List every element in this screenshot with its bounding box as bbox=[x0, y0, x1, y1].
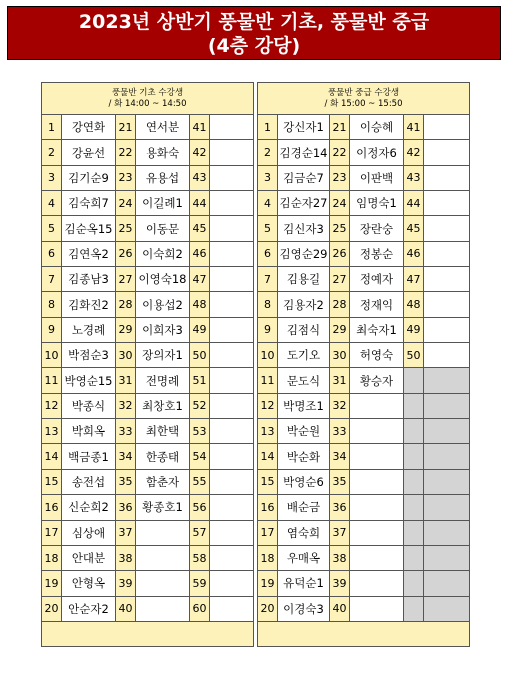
basic-row-number: 41 bbox=[190, 115, 210, 140]
basic-class-header-title: 풍물반 기초 수강생 bbox=[111, 87, 184, 98]
intermediate-table-row bbox=[258, 571, 470, 596]
basic-student-name: 이용섭2 bbox=[136, 292, 190, 317]
basic-empty-cell bbox=[210, 343, 254, 368]
basic-row-number: 46 bbox=[190, 241, 210, 266]
basic-row-number: 15 bbox=[42, 469, 62, 494]
intermediate-row-number bbox=[404, 419, 424, 444]
intermediate-empty-cell bbox=[424, 545, 470, 570]
intermediate-student-name: 염숙희 bbox=[278, 520, 330, 545]
title-line-2: (4층 강당) bbox=[207, 35, 301, 57]
basic-row-number: 47 bbox=[190, 267, 210, 292]
basic-student-name: 최한택 bbox=[136, 419, 190, 444]
basic-row-number: 31 bbox=[116, 368, 136, 393]
basic-student-name: 유용섭 bbox=[136, 165, 190, 190]
basic-row-number: 13 bbox=[42, 419, 62, 444]
intermediate-student-name: 이정자6 bbox=[350, 140, 404, 165]
intermediate-row-number: 2 bbox=[258, 140, 278, 165]
basic-empty-cell bbox=[210, 140, 254, 165]
intermediate-row-number: 6 bbox=[258, 241, 278, 266]
basic-empty-cell bbox=[210, 495, 254, 520]
intermediate-student-name bbox=[350, 469, 404, 494]
intermediate-student-name: 김신자3 bbox=[278, 216, 330, 241]
intermediate-row-number: 10 bbox=[258, 343, 278, 368]
intermediate-student-name: 김점식 bbox=[278, 317, 330, 342]
intermediate-student-name: 임명숙1 bbox=[350, 191, 404, 216]
intermediate-row-number: 34 bbox=[330, 444, 350, 469]
basic-row-number: 30 bbox=[116, 343, 136, 368]
intermediate-class-roster-table bbox=[257, 82, 470, 647]
basic-class-header-row bbox=[42, 83, 254, 115]
intermediate-empty-cell bbox=[424, 317, 470, 342]
intermediate-row-number: 25 bbox=[330, 216, 350, 241]
basic-student-name: 김연옥2 bbox=[62, 241, 116, 266]
basic-empty-cell bbox=[210, 444, 254, 469]
basic-row-number: 22 bbox=[116, 140, 136, 165]
basic-row-number: 23 bbox=[116, 165, 136, 190]
basic-table-row bbox=[42, 115, 254, 140]
intermediate-table-row bbox=[258, 140, 470, 165]
intermediate-student-name: 도기오 bbox=[278, 343, 330, 368]
basic-student-name: 강연화 bbox=[62, 115, 116, 140]
intermediate-table-row bbox=[258, 317, 470, 342]
basic-student-name: 송전섭 bbox=[62, 469, 116, 494]
basic-table-row bbox=[42, 140, 254, 165]
basic-student-name bbox=[136, 520, 190, 545]
intermediate-row-number: 11 bbox=[258, 368, 278, 393]
basic-row-number: 9 bbox=[42, 317, 62, 342]
intermediate-row-number: 38 bbox=[330, 545, 350, 570]
basic-student-name: 강윤선 bbox=[62, 140, 116, 165]
basic-table-row bbox=[42, 469, 254, 494]
intermediate-empty-cell bbox=[424, 495, 470, 520]
basic-student-name: 박희옥 bbox=[62, 419, 116, 444]
intermediate-table-row bbox=[258, 115, 470, 140]
intermediate-table-row bbox=[258, 191, 470, 216]
basic-empty-cell bbox=[210, 393, 254, 418]
basic-empty-cell bbox=[210, 317, 254, 342]
intermediate-row-number: 7 bbox=[258, 267, 278, 292]
basic-empty-cell bbox=[210, 292, 254, 317]
basic-row-number: 19 bbox=[42, 571, 62, 596]
basic-student-name: 용화숙 bbox=[136, 140, 190, 165]
intermediate-student-name: 장란숭 bbox=[350, 216, 404, 241]
basic-row-number: 32 bbox=[116, 393, 136, 418]
intermediate-row-number: 8 bbox=[258, 292, 278, 317]
basic-table-row bbox=[42, 495, 254, 520]
basic-student-name: 김종남3 bbox=[62, 267, 116, 292]
intermediate-row-number bbox=[404, 596, 424, 621]
basic-row-number: 26 bbox=[116, 241, 136, 266]
basic-student-name: 장의자1 bbox=[136, 343, 190, 368]
intermediate-empty-cell bbox=[424, 292, 470, 317]
basic-table-row bbox=[42, 267, 254, 292]
basic-row-number: 58 bbox=[190, 545, 210, 570]
intermediate-row-number bbox=[404, 469, 424, 494]
basic-row-number: 42 bbox=[190, 140, 210, 165]
basic-student-name: 최창호1 bbox=[136, 393, 190, 418]
basic-row-number: 27 bbox=[116, 267, 136, 292]
basic-class-roster-table bbox=[41, 82, 254, 647]
basic-row-number: 14 bbox=[42, 444, 62, 469]
intermediate-student-name: 김순자27 bbox=[278, 191, 330, 216]
basic-student-name bbox=[136, 571, 190, 596]
basic-student-name: 김기순9 bbox=[62, 165, 116, 190]
intermediate-table-row bbox=[258, 216, 470, 241]
intermediate-row-number bbox=[404, 393, 424, 418]
intermediate-student-name: 김영순29 bbox=[278, 241, 330, 266]
intermediate-table-row bbox=[258, 241, 470, 266]
basic-row-number: 60 bbox=[190, 596, 210, 621]
intermediate-row-number: 41 bbox=[404, 115, 424, 140]
intermediate-student-name: 정예자 bbox=[350, 267, 404, 292]
basic-table-row bbox=[42, 191, 254, 216]
intermediate-row-number: 29 bbox=[330, 317, 350, 342]
intermediate-class-header-time: / 화 15:00 ~ 15:50 bbox=[324, 98, 403, 109]
basic-empty-cell bbox=[210, 596, 254, 621]
basic-row-number: 5 bbox=[42, 216, 62, 241]
intermediate-student-name bbox=[350, 444, 404, 469]
intermediate-empty-cell bbox=[424, 267, 470, 292]
intermediate-row-number: 37 bbox=[330, 520, 350, 545]
intermediate-row-number: 40 bbox=[330, 596, 350, 621]
intermediate-table-row bbox=[258, 545, 470, 570]
intermediate-student-name: 김금순7 bbox=[278, 165, 330, 190]
basic-row-number: 24 bbox=[116, 191, 136, 216]
intermediate-empty-cell bbox=[424, 469, 470, 494]
basic-empty-cell bbox=[210, 191, 254, 216]
intermediate-row-number: 17 bbox=[258, 520, 278, 545]
basic-student-name: 전명례 bbox=[136, 368, 190, 393]
intermediate-empty-cell bbox=[424, 444, 470, 469]
basic-student-name: 김순옥15 bbox=[62, 216, 116, 241]
basic-row-number: 54 bbox=[190, 444, 210, 469]
basic-student-name: 이길례1 bbox=[136, 191, 190, 216]
basic-empty-cell bbox=[210, 267, 254, 292]
intermediate-row-number: 4 bbox=[258, 191, 278, 216]
intermediate-empty-cell bbox=[424, 115, 470, 140]
basic-student-name bbox=[136, 596, 190, 621]
basic-row-number: 56 bbox=[190, 495, 210, 520]
intermediate-student-name: 박순원 bbox=[278, 419, 330, 444]
basic-student-name: 노경례 bbox=[62, 317, 116, 342]
basic-row-number: 53 bbox=[190, 419, 210, 444]
intermediate-student-name: 김경순14 bbox=[278, 140, 330, 165]
basic-table-row bbox=[42, 520, 254, 545]
intermediate-student-name: 이승혜 bbox=[350, 115, 404, 140]
basic-student-name: 안순자2 bbox=[62, 596, 116, 621]
intermediate-table-row bbox=[258, 444, 470, 469]
basic-row-number: 44 bbox=[190, 191, 210, 216]
basic-empty-cell bbox=[210, 115, 254, 140]
basic-table-row bbox=[42, 317, 254, 342]
basic-row-number: 29 bbox=[116, 317, 136, 342]
basic-table-row bbox=[42, 343, 254, 368]
intermediate-row-number: 49 bbox=[404, 317, 424, 342]
intermediate-student-name bbox=[350, 520, 404, 545]
basic-student-name: 이영숙18 bbox=[136, 267, 190, 292]
intermediate-student-name bbox=[350, 419, 404, 444]
intermediate-student-name: 이판백 bbox=[350, 165, 404, 190]
basic-row-number: 52 bbox=[190, 393, 210, 418]
intermediate-row-number: 44 bbox=[404, 191, 424, 216]
intermediate-student-name bbox=[350, 571, 404, 596]
intermediate-student-name bbox=[350, 393, 404, 418]
basic-table-row bbox=[42, 241, 254, 266]
intermediate-student-name: 허영숙 bbox=[350, 343, 404, 368]
basic-student-name: 백금종1 bbox=[62, 444, 116, 469]
intermediate-row-number bbox=[404, 368, 424, 393]
intermediate-row-number: 9 bbox=[258, 317, 278, 342]
intermediate-table-row bbox=[258, 343, 470, 368]
basic-student-name: 안형옥 bbox=[62, 571, 116, 596]
basic-empty-cell bbox=[210, 368, 254, 393]
intermediate-table-row bbox=[258, 393, 470, 418]
basic-row-number: 40 bbox=[116, 596, 136, 621]
basic-student-name: 김화진2 bbox=[62, 292, 116, 317]
intermediate-row-number: 19 bbox=[258, 571, 278, 596]
intermediate-student-name bbox=[350, 596, 404, 621]
basic-table-row bbox=[42, 165, 254, 190]
basic-row-number: 28 bbox=[116, 292, 136, 317]
basic-class-header bbox=[42, 83, 254, 115]
intermediate-empty-cell bbox=[424, 343, 470, 368]
intermediate-table-row bbox=[258, 520, 470, 545]
basic-row-number: 50 bbox=[190, 343, 210, 368]
basic-table-row bbox=[42, 419, 254, 444]
basic-class-footer-row bbox=[42, 621, 254, 646]
intermediate-empty-cell bbox=[424, 241, 470, 266]
basic-empty-cell bbox=[210, 469, 254, 494]
intermediate-row-number: 26 bbox=[330, 241, 350, 266]
basic-row-number: 48 bbox=[190, 292, 210, 317]
intermediate-empty-cell bbox=[424, 368, 470, 393]
basic-row-number: 38 bbox=[116, 545, 136, 570]
intermediate-class-header-row bbox=[258, 83, 470, 115]
intermediate-row-number: 14 bbox=[258, 444, 278, 469]
basic-row-number: 35 bbox=[116, 469, 136, 494]
basic-row-number: 6 bbox=[42, 241, 62, 266]
intermediate-row-number: 20 bbox=[258, 596, 278, 621]
intermediate-empty-cell bbox=[424, 571, 470, 596]
intermediate-row-number bbox=[404, 571, 424, 596]
basic-empty-cell bbox=[210, 571, 254, 596]
intermediate-empty-cell bbox=[424, 393, 470, 418]
intermediate-class-footer-row bbox=[258, 621, 470, 646]
intermediate-row-number: 35 bbox=[330, 469, 350, 494]
basic-student-name: 김숙희7 bbox=[62, 191, 116, 216]
intermediate-empty-cell bbox=[424, 165, 470, 190]
basic-row-number: 45 bbox=[190, 216, 210, 241]
basic-empty-cell bbox=[210, 545, 254, 570]
intermediate-row-number: 48 bbox=[404, 292, 424, 317]
intermediate-row-number: 1 bbox=[258, 115, 278, 140]
basic-row-number: 39 bbox=[116, 571, 136, 596]
intermediate-table-row bbox=[258, 368, 470, 393]
basic-student-name: 함춘자 bbox=[136, 469, 190, 494]
intermediate-student-name: 김용자2 bbox=[278, 292, 330, 317]
intermediate-row-number: 5 bbox=[258, 216, 278, 241]
intermediate-row-number: 47 bbox=[404, 267, 424, 292]
intermediate-row-number: 27 bbox=[330, 267, 350, 292]
intermediate-row-number bbox=[404, 520, 424, 545]
basic-row-number: 36 bbox=[116, 495, 136, 520]
basic-student-name: 심상애 bbox=[62, 520, 116, 545]
title-line-1: 2023년 상반기 풍물반 기초, 풍물반 중급 bbox=[78, 11, 430, 33]
intermediate-row-number bbox=[404, 545, 424, 570]
intermediate-empty-cell bbox=[424, 191, 470, 216]
basic-table-row bbox=[42, 545, 254, 570]
intermediate-student-name: 박영순6 bbox=[278, 469, 330, 494]
intermediate-empty-cell bbox=[424, 520, 470, 545]
title-banner bbox=[7, 6, 501, 60]
intermediate-row-number: 15 bbox=[258, 469, 278, 494]
basic-student-name: 한종태 bbox=[136, 444, 190, 469]
basic-student-name: 이동문 bbox=[136, 216, 190, 241]
basic-table-row bbox=[42, 393, 254, 418]
intermediate-row-number: 50 bbox=[404, 343, 424, 368]
basic-student-name: 박영순15 bbox=[62, 368, 116, 393]
intermediate-student-name: 유덕순1 bbox=[278, 571, 330, 596]
intermediate-student-name: 이경숙3 bbox=[278, 596, 330, 621]
basic-row-number: 25 bbox=[116, 216, 136, 241]
intermediate-row-number: 18 bbox=[258, 545, 278, 570]
basic-table-row bbox=[42, 571, 254, 596]
intermediate-empty-cell bbox=[424, 216, 470, 241]
intermediate-table-row bbox=[258, 267, 470, 292]
basic-row-number: 51 bbox=[190, 368, 210, 393]
intermediate-row-number: 45 bbox=[404, 216, 424, 241]
basic-empty-cell bbox=[210, 165, 254, 190]
intermediate-student-name: 박순화 bbox=[278, 444, 330, 469]
basic-row-number: 18 bbox=[42, 545, 62, 570]
intermediate-student-name bbox=[350, 495, 404, 520]
basic-student-name: 신순희2 bbox=[62, 495, 116, 520]
intermediate-student-name: 강신자1 bbox=[278, 115, 330, 140]
basic-row-number: 17 bbox=[42, 520, 62, 545]
intermediate-table-row bbox=[258, 419, 470, 444]
intermediate-row-number: 39 bbox=[330, 571, 350, 596]
intermediate-table-row bbox=[258, 596, 470, 621]
basic-student-name bbox=[136, 545, 190, 570]
intermediate-table-row bbox=[258, 469, 470, 494]
basic-row-number: 11 bbox=[42, 368, 62, 393]
basic-class-footer bbox=[42, 621, 254, 646]
intermediate-row-number: 3 bbox=[258, 165, 278, 190]
basic-row-number: 34 bbox=[116, 444, 136, 469]
intermediate-row-number: 30 bbox=[330, 343, 350, 368]
intermediate-row-number: 36 bbox=[330, 495, 350, 520]
basic-student-name: 박점순3 bbox=[62, 343, 116, 368]
intermediate-student-name: 정재익 bbox=[350, 292, 404, 317]
intermediate-row-number: 24 bbox=[330, 191, 350, 216]
intermediate-table-row bbox=[258, 292, 470, 317]
basic-student-name: 안대분 bbox=[62, 545, 116, 570]
intermediate-empty-cell bbox=[424, 419, 470, 444]
basic-row-number: 7 bbox=[42, 267, 62, 292]
basic-row-number: 37 bbox=[116, 520, 136, 545]
basic-table-row bbox=[42, 596, 254, 621]
intermediate-student-name: 박명조1 bbox=[278, 393, 330, 418]
intermediate-row-number: 33 bbox=[330, 419, 350, 444]
intermediate-student-name: 우매옥 bbox=[278, 545, 330, 570]
intermediate-class-header-title: 풍물반 중급 수강생 bbox=[327, 87, 400, 98]
intermediate-student-name: 배순금 bbox=[278, 495, 330, 520]
basic-row-number: 12 bbox=[42, 393, 62, 418]
intermediate-row-number: 12 bbox=[258, 393, 278, 418]
basic-row-number: 21 bbox=[116, 115, 136, 140]
basic-table-row bbox=[42, 292, 254, 317]
basic-row-number: 4 bbox=[42, 191, 62, 216]
intermediate-student-name bbox=[350, 545, 404, 570]
intermediate-student-name: 김용길 bbox=[278, 267, 330, 292]
intermediate-row-number: 32 bbox=[330, 393, 350, 418]
basic-student-name: 이희자3 bbox=[136, 317, 190, 342]
intermediate-class-footer bbox=[258, 621, 470, 646]
basic-student-name: 이숙희2 bbox=[136, 241, 190, 266]
intermediate-row-number: 23 bbox=[330, 165, 350, 190]
intermediate-row-number: 43 bbox=[404, 165, 424, 190]
basic-row-number: 16 bbox=[42, 495, 62, 520]
basic-empty-cell bbox=[210, 241, 254, 266]
intermediate-student-name: 최숙자1 bbox=[350, 317, 404, 342]
intermediate-row-number bbox=[404, 444, 424, 469]
intermediate-row-number: 28 bbox=[330, 292, 350, 317]
basic-row-number: 49 bbox=[190, 317, 210, 342]
basic-class-header-time: / 화 14:00 ~ 14:50 bbox=[108, 98, 187, 109]
basic-row-number: 8 bbox=[42, 292, 62, 317]
basic-empty-cell bbox=[210, 520, 254, 545]
intermediate-row-number: 31 bbox=[330, 368, 350, 393]
basic-row-number: 2 bbox=[42, 140, 62, 165]
basic-table-row bbox=[42, 444, 254, 469]
intermediate-student-name: 문도식 bbox=[278, 368, 330, 393]
intermediate-class-header bbox=[258, 83, 470, 115]
basic-row-number: 43 bbox=[190, 165, 210, 190]
basic-row-number: 3 bbox=[42, 165, 62, 190]
intermediate-table-row bbox=[258, 495, 470, 520]
basic-student-name: 박종식 bbox=[62, 393, 116, 418]
intermediate-row-number: 22 bbox=[330, 140, 350, 165]
intermediate-row-number: 13 bbox=[258, 419, 278, 444]
basic-row-number: 33 bbox=[116, 419, 136, 444]
basic-row-number: 20 bbox=[42, 596, 62, 621]
intermediate-table-row bbox=[258, 165, 470, 190]
intermediate-empty-cell bbox=[424, 140, 470, 165]
basic-row-number: 55 bbox=[190, 469, 210, 494]
intermediate-student-name: 정봉순 bbox=[350, 241, 404, 266]
intermediate-row-number: 21 bbox=[330, 115, 350, 140]
basic-table-row bbox=[42, 368, 254, 393]
basic-student-name: 황종호1 bbox=[136, 495, 190, 520]
intermediate-empty-cell bbox=[424, 596, 470, 621]
basic-empty-cell bbox=[210, 216, 254, 241]
basic-row-number: 1 bbox=[42, 115, 62, 140]
basic-empty-cell bbox=[210, 419, 254, 444]
intermediate-row-number: 46 bbox=[404, 241, 424, 266]
intermediate-row-number: 42 bbox=[404, 140, 424, 165]
basic-table-row bbox=[42, 216, 254, 241]
basic-student-name: 연서분 bbox=[136, 115, 190, 140]
basic-row-number: 10 bbox=[42, 343, 62, 368]
basic-row-number: 59 bbox=[190, 571, 210, 596]
basic-row-number: 57 bbox=[190, 520, 210, 545]
intermediate-student-name: 황승자 bbox=[350, 368, 404, 393]
intermediate-row-number: 16 bbox=[258, 495, 278, 520]
intermediate-row-number bbox=[404, 495, 424, 520]
